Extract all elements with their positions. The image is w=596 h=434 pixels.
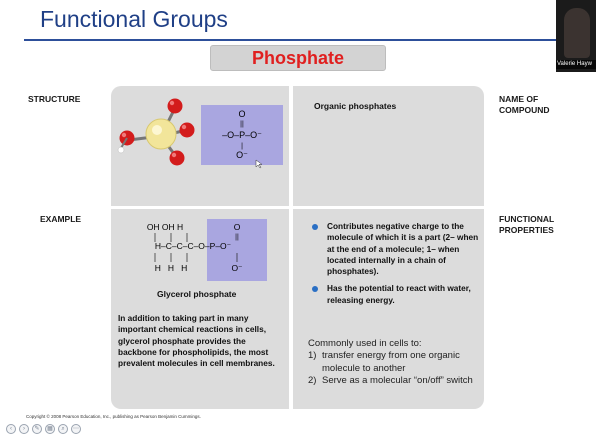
svg-text:–O–P–O⁻: –O–P–O⁻ bbox=[222, 130, 262, 140]
pen-icon[interactable]: ✎ bbox=[32, 424, 42, 434]
participant-name: Valerie Hayw bbox=[556, 60, 596, 69]
example-description: In addition to taking part in many important chemical reactions in cells, glycerol phosphate provides the backbone for phospholipids, the most prevalent molecules in cell membranes. bbox=[118, 313, 275, 369]
structure-label: STRUCTURE bbox=[28, 94, 81, 104]
oxygen-atom bbox=[170, 151, 185, 166]
copyright-notice: Copyright © 2008 Pearson Education, Inc., publishing as Pearson Benjamin Cummings. bbox=[26, 414, 201, 419]
uses-list bbox=[308, 350, 484, 387]
glycerol-phosphate-formula bbox=[111, 209, 289, 289]
phosphorus-atom bbox=[146, 119, 176, 149]
svg-text:O⁻: O⁻ bbox=[231, 263, 243, 273]
title-rule bbox=[24, 39, 558, 41]
uses-block bbox=[308, 338, 484, 387]
svg-text:||: || bbox=[235, 234, 239, 241]
more-icon[interactable]: ⋯ bbox=[73, 426, 79, 432]
next-icon[interactable]: › bbox=[19, 424, 29, 434]
oxygen-atom bbox=[180, 123, 195, 138]
svg-text:|: | bbox=[241, 143, 243, 150]
svg-text:O: O bbox=[233, 222, 241, 232]
svg-text:H H H: H H H bbox=[154, 263, 188, 273]
use-item: 2) Serve as a molecular “on/off” switch bbox=[308, 374, 473, 386]
video-tile[interactable] bbox=[556, 0, 596, 72]
prev-icon[interactable]: ‹ bbox=[6, 424, 16, 434]
svg-text:O: O bbox=[238, 109, 246, 119]
property-item: Contributes negative charge to the molecule of which it is a part (2– when at the end of a molecule; 1– when located internally in a chain of phosphates). bbox=[309, 221, 481, 277]
uses-intro: Commonly used in cells to: bbox=[308, 338, 422, 349]
property-item: Has the potential to react with water, releasing energy. bbox=[309, 283, 481, 306]
svg-text:H–C–C–C–O–P–O⁻: H–C–C–C–O–P–O⁻ bbox=[154, 241, 232, 251]
oxygen-atom bbox=[168, 99, 183, 114]
use-item: 1) transfer energy from one organic molecule to another bbox=[308, 350, 460, 374]
svg-text:OH OH H: OH OH H bbox=[146, 222, 184, 232]
bullet-icon bbox=[312, 224, 318, 230]
functional-properties-label: FUNCTIONAL PROPERTIES bbox=[499, 214, 555, 235]
glycerol-phosphate-label: Glycerol phosphate bbox=[157, 289, 237, 299]
bullet-icon bbox=[312, 286, 318, 292]
phosphate-structure-figure bbox=[111, 86, 289, 206]
svg-text:O⁻: O⁻ bbox=[236, 150, 248, 160]
grid-icon[interactable]: ▦ bbox=[45, 424, 55, 434]
phosphate-banner: Phosphate bbox=[210, 45, 386, 71]
participant-avatar bbox=[564, 8, 590, 58]
name-of-compound-label: NAME OF COMPOUND bbox=[499, 94, 550, 115]
slide-title: Functional Groups bbox=[40, 6, 228, 32]
svg-text:||: || bbox=[240, 121, 244, 128]
properties-list bbox=[309, 221, 481, 312]
example-label: EXAMPLE bbox=[40, 214, 82, 224]
presentation-toolbar bbox=[6, 424, 81, 434]
compound-name: Organic phosphates bbox=[314, 101, 397, 111]
zoom-icon[interactable]: ⌕ bbox=[58, 424, 68, 434]
